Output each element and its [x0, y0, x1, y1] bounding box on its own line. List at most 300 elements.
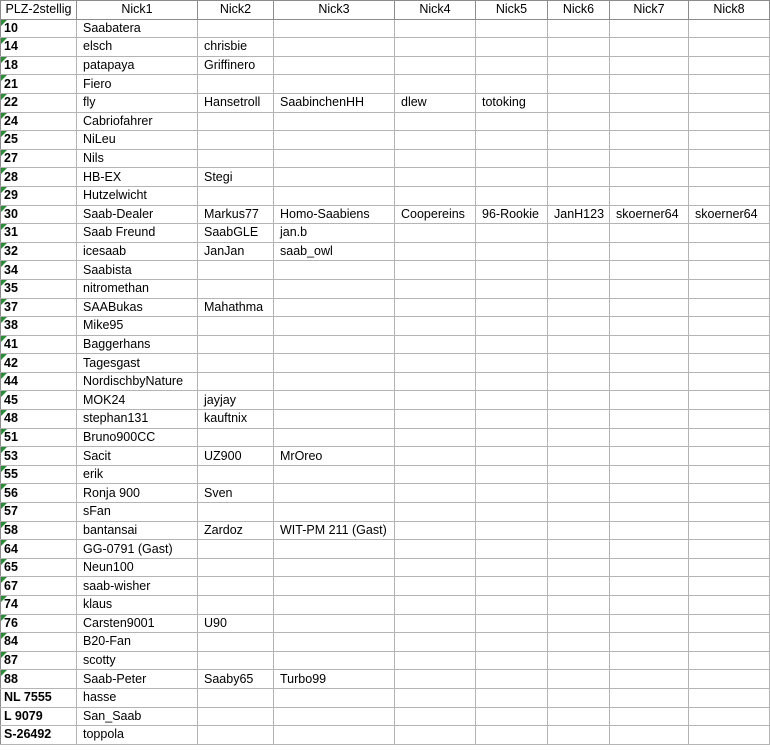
nick-cell[interactable]: Hutzelwicht — [77, 186, 198, 205]
nick-cell[interactable] — [198, 577, 274, 596]
nick-cell[interactable]: SAABukas — [77, 298, 198, 317]
nick-cell[interactable]: Homo-Saabiens — [274, 205, 395, 224]
nick-cell[interactable] — [395, 75, 476, 94]
nick-cell[interactable]: U90 — [198, 614, 274, 633]
nick-cell[interactable] — [476, 670, 548, 689]
nick-cell[interactable]: JanJan — [198, 242, 274, 261]
nick-cell[interactable] — [198, 428, 274, 447]
nick-cell[interactable] — [689, 56, 770, 75]
nick-cell[interactable] — [689, 19, 770, 38]
nick-cell[interactable] — [610, 112, 689, 131]
plz-cell[interactable]: 24 — [1, 112, 77, 131]
nick-cell[interactable]: MrOreo — [274, 447, 395, 466]
nick-cell[interactable] — [476, 75, 548, 94]
nick-cell[interactable] — [689, 521, 770, 540]
nick-cell[interactable] — [395, 56, 476, 75]
plz-cell[interactable]: 31 — [1, 224, 77, 243]
nick-cell[interactable] — [198, 279, 274, 298]
nick-cell[interactable] — [689, 186, 770, 205]
nick-cell[interactable]: Zardoz — [198, 521, 274, 540]
plz-cell[interactable]: 44 — [1, 372, 77, 391]
nick-cell[interactable] — [610, 335, 689, 354]
nick-cell[interactable]: bantansai — [77, 521, 198, 540]
nick-cell[interactable] — [610, 577, 689, 596]
nick-cell[interactable] — [476, 38, 548, 57]
nick-cell[interactable] — [476, 372, 548, 391]
nick-cell[interactable] — [548, 168, 610, 187]
nick-cell[interactable] — [476, 298, 548, 317]
nick-cell[interactable] — [610, 354, 689, 373]
nick-cell[interactable] — [689, 428, 770, 447]
nick-cell[interactable] — [198, 707, 274, 726]
nick-cell[interactable] — [610, 75, 689, 94]
plz-cell[interactable]: 64 — [1, 540, 77, 559]
nick-cell[interactable] — [274, 633, 395, 652]
nick-cell[interactable] — [548, 447, 610, 466]
nick-cell[interactable]: Mahathma — [198, 298, 274, 317]
nick-cell[interactable] — [198, 261, 274, 280]
nick-cell[interactable] — [274, 410, 395, 429]
nick-cell[interactable]: SaabGLE — [198, 224, 274, 243]
nick-cell[interactable] — [548, 93, 610, 112]
nick-cell[interactable] — [548, 261, 610, 280]
header-nick1[interactable]: Nick1 — [77, 1, 198, 20]
nick-cell[interactable] — [476, 688, 548, 707]
header-nick3[interactable]: Nick3 — [274, 1, 395, 20]
nick-cell[interactable] — [395, 503, 476, 522]
plz-cell[interactable]: 84 — [1, 633, 77, 652]
nick-cell[interactable] — [274, 149, 395, 168]
nick-cell[interactable]: UZ900 — [198, 447, 274, 466]
nick-cell[interactable]: saab_owl — [274, 242, 395, 261]
nick-cell[interactable] — [689, 38, 770, 57]
nick-cell[interactable]: patapaya — [77, 56, 198, 75]
nick-cell[interactable] — [610, 19, 689, 38]
nick-cell[interactable] — [198, 596, 274, 615]
nick-cell[interactable] — [274, 651, 395, 670]
nick-cell[interactable] — [395, 447, 476, 466]
nick-cell[interactable] — [689, 391, 770, 410]
nick-cell[interactable]: Saaby65 — [198, 670, 274, 689]
plz-cell[interactable]: 32 — [1, 242, 77, 261]
nick-cell[interactable] — [548, 558, 610, 577]
nick-cell[interactable] — [395, 428, 476, 447]
nick-cell[interactable] — [395, 633, 476, 652]
nick-cell[interactable] — [548, 614, 610, 633]
nick-cell[interactable] — [689, 279, 770, 298]
nick-cell[interactable] — [395, 298, 476, 317]
nick-cell[interactable] — [610, 261, 689, 280]
nick-cell[interactable] — [548, 279, 610, 298]
nick-cell[interactable] — [395, 391, 476, 410]
nick-cell[interactable] — [476, 56, 548, 75]
nick-cell[interactable] — [610, 279, 689, 298]
nick-cell[interactable]: icesaab — [77, 242, 198, 261]
nick-cell[interactable] — [476, 614, 548, 633]
nick-cell[interactable] — [198, 372, 274, 391]
nick-cell[interactable] — [548, 186, 610, 205]
plz-cell[interactable]: 88 — [1, 670, 77, 689]
nick-cell[interactable] — [610, 372, 689, 391]
nick-cell[interactable] — [395, 707, 476, 726]
nick-cell[interactable] — [395, 224, 476, 243]
nick-cell[interactable] — [274, 75, 395, 94]
nick-cell[interactable] — [476, 242, 548, 261]
nick-cell[interactable] — [548, 465, 610, 484]
plz-cell[interactable]: 41 — [1, 335, 77, 354]
nick-cell[interactable] — [689, 558, 770, 577]
nick-cell[interactable] — [274, 540, 395, 559]
nick-cell[interactable] — [395, 465, 476, 484]
nick-cell[interactable] — [476, 168, 548, 187]
nick-cell[interactable] — [610, 465, 689, 484]
nick-cell[interactable] — [689, 372, 770, 391]
nick-cell[interactable] — [395, 484, 476, 503]
nick-cell[interactable]: GG-0791 (Gast) — [77, 540, 198, 559]
nick-cell[interactable] — [689, 75, 770, 94]
nick-cell[interactable] — [548, 38, 610, 57]
nick-cell[interactable]: nitromethan — [77, 279, 198, 298]
nick-cell[interactable] — [689, 651, 770, 670]
nick-cell[interactable] — [689, 354, 770, 373]
nick-cell[interactable] — [395, 670, 476, 689]
nick-cell[interactable]: saab-wisher — [77, 577, 198, 596]
nick-cell[interactable] — [274, 19, 395, 38]
nick-cell[interactable] — [274, 596, 395, 615]
nick-cell[interactable] — [689, 540, 770, 559]
nick-cell[interactable] — [395, 651, 476, 670]
nick-cell[interactable]: Saab-Peter — [77, 670, 198, 689]
nick-cell[interactable] — [274, 261, 395, 280]
nick-cell[interactable] — [548, 391, 610, 410]
nick-cell[interactable]: NordischbyNature — [77, 372, 198, 391]
nick-cell[interactable] — [395, 112, 476, 131]
nick-cell[interactable] — [610, 447, 689, 466]
nick-cell[interactable] — [198, 558, 274, 577]
nick-cell[interactable]: chrisbie — [198, 38, 274, 57]
nick-cell[interactable] — [395, 186, 476, 205]
plz-cell[interactable]: 45 — [1, 391, 77, 410]
nick-cell[interactable] — [274, 614, 395, 633]
nick-cell[interactable] — [548, 707, 610, 726]
nick-cell[interactable] — [476, 149, 548, 168]
nick-cell[interactable] — [548, 112, 610, 131]
nick-cell[interactable] — [274, 465, 395, 484]
nick-cell[interactable]: Sacit — [77, 447, 198, 466]
nick-cell[interactable] — [548, 484, 610, 503]
nick-cell[interactable] — [689, 614, 770, 633]
nick-cell[interactable] — [548, 354, 610, 373]
nick-cell[interactable] — [548, 503, 610, 522]
nick-cell[interactable] — [610, 596, 689, 615]
nick-cell[interactable]: Bruno900CC — [77, 428, 198, 447]
nick-cell[interactable] — [274, 317, 395, 336]
nick-cell[interactable] — [198, 131, 274, 150]
nick-cell[interactable] — [395, 596, 476, 615]
nick-cell[interactable] — [274, 131, 395, 150]
nick-cell[interactable] — [198, 149, 274, 168]
nick-cell[interactable] — [548, 596, 610, 615]
nick-cell[interactable] — [198, 112, 274, 131]
nick-cell[interactable]: erik — [77, 465, 198, 484]
nick-cell[interactable] — [689, 168, 770, 187]
nick-cell[interactable] — [274, 168, 395, 187]
nick-cell[interactable]: Hansetroll — [198, 93, 274, 112]
nick-cell[interactable] — [610, 131, 689, 150]
nick-cell[interactable] — [610, 688, 689, 707]
nick-cell[interactable] — [610, 428, 689, 447]
nick-cell[interactable] — [610, 540, 689, 559]
nick-cell[interactable] — [689, 503, 770, 522]
nick-cell[interactable]: skoerner64 — [610, 205, 689, 224]
nick-cell[interactable] — [548, 372, 610, 391]
plz-cell[interactable]: 67 — [1, 577, 77, 596]
nick-cell[interactable] — [610, 521, 689, 540]
nick-cell[interactable] — [274, 38, 395, 57]
nick-cell[interactable] — [689, 261, 770, 280]
nick-cell[interactable] — [274, 726, 395, 745]
nick-cell[interactable] — [476, 577, 548, 596]
nick-cell[interactable]: Neun100 — [77, 558, 198, 577]
header-nick6[interactable]: Nick6 — [548, 1, 610, 20]
nick-cell[interactable] — [548, 19, 610, 38]
nick-cell[interactable]: dlew — [395, 93, 476, 112]
nick-cell[interactable] — [689, 298, 770, 317]
nick-cell[interactable] — [395, 317, 476, 336]
nick-cell[interactable] — [274, 688, 395, 707]
nick-cell[interactable] — [610, 56, 689, 75]
plz-cell[interactable]: 25 — [1, 131, 77, 150]
nick-cell[interactable] — [548, 521, 610, 540]
nick-cell[interactable] — [476, 465, 548, 484]
nick-cell[interactable] — [476, 186, 548, 205]
nick-cell[interactable] — [548, 335, 610, 354]
nick-cell[interactable]: kauftnix — [198, 410, 274, 429]
nick-cell[interactable] — [610, 670, 689, 689]
nick-cell[interactable] — [274, 354, 395, 373]
nick-cell[interactable] — [548, 540, 610, 559]
nick-cell[interactable]: fly — [77, 93, 198, 112]
nick-cell[interactable] — [395, 38, 476, 57]
nick-cell[interactable] — [395, 19, 476, 38]
nick-cell[interactable] — [198, 688, 274, 707]
nick-cell[interactable] — [274, 186, 395, 205]
plz-cell[interactable]: 51 — [1, 428, 77, 447]
plz-cell[interactable]: 87 — [1, 651, 77, 670]
nick-cell[interactable] — [610, 614, 689, 633]
nick-cell[interactable]: NiLeu — [77, 131, 198, 150]
nick-cell[interactable]: Markus77 — [198, 205, 274, 224]
nick-cell[interactable]: Saabatera — [77, 19, 198, 38]
plz-cell[interactable]: 76 — [1, 614, 77, 633]
nick-cell[interactable]: Saab Freund — [77, 224, 198, 243]
nick-cell[interactable] — [548, 317, 610, 336]
nick-cell[interactable] — [548, 298, 610, 317]
nick-cell[interactable] — [689, 131, 770, 150]
nick-cell[interactable]: stephan131 — [77, 410, 198, 429]
nick-cell[interactable] — [610, 503, 689, 522]
nick-cell[interactable] — [274, 391, 395, 410]
plz-cell[interactable]: 29 — [1, 186, 77, 205]
nick-cell[interactable] — [548, 633, 610, 652]
nick-cell[interactable]: Turbo99 — [274, 670, 395, 689]
header-nick2[interactable]: Nick2 — [198, 1, 274, 20]
nick-cell[interactable] — [198, 651, 274, 670]
nick-cell[interactable] — [548, 726, 610, 745]
nick-cell[interactable] — [274, 298, 395, 317]
nick-cell[interactable] — [548, 56, 610, 75]
plz-cell[interactable]: 38 — [1, 317, 77, 336]
nick-cell[interactable] — [476, 447, 548, 466]
nick-cell[interactable] — [198, 75, 274, 94]
nick-cell[interactable] — [610, 707, 689, 726]
nick-cell[interactable] — [395, 354, 476, 373]
nick-cell[interactable] — [689, 726, 770, 745]
plz-cell[interactable]: 58 — [1, 521, 77, 540]
nick-cell[interactable]: totoking — [476, 93, 548, 112]
nick-cell[interactable]: San_Saab — [77, 707, 198, 726]
nick-cell[interactable] — [548, 428, 610, 447]
nick-cell[interactable] — [689, 93, 770, 112]
nick-cell[interactable] — [395, 614, 476, 633]
nick-cell[interactable] — [689, 596, 770, 615]
nick-cell[interactable] — [476, 279, 548, 298]
nick-cell[interactable] — [689, 149, 770, 168]
nick-cell[interactable] — [548, 670, 610, 689]
nick-cell[interactable] — [476, 651, 548, 670]
nick-cell[interactable] — [476, 707, 548, 726]
nick-cell[interactable] — [610, 93, 689, 112]
nick-cell[interactable] — [689, 577, 770, 596]
nick-cell[interactable] — [198, 503, 274, 522]
nick-cell[interactable] — [395, 261, 476, 280]
nick-cell[interactable]: klaus — [77, 596, 198, 615]
nick-cell[interactable] — [395, 131, 476, 150]
nick-cell[interactable]: Tagesgast — [77, 354, 198, 373]
header-nick4[interactable]: Nick4 — [395, 1, 476, 20]
nick-cell[interactable] — [610, 149, 689, 168]
plz-cell[interactable]: 10 — [1, 19, 77, 38]
nick-cell[interactable] — [610, 484, 689, 503]
plz-cell[interactable]: 14 — [1, 38, 77, 57]
nick-cell[interactable] — [395, 558, 476, 577]
nick-cell[interactable]: Ronja 900 — [77, 484, 198, 503]
nick-cell[interactable] — [610, 168, 689, 187]
nick-cell[interactable] — [274, 112, 395, 131]
nick-cell[interactable] — [476, 484, 548, 503]
nick-cell[interactable] — [689, 317, 770, 336]
nick-cell[interactable] — [476, 540, 548, 559]
nick-cell[interactable]: JanH123 — [548, 205, 610, 224]
plz-cell[interactable]: 34 — [1, 261, 77, 280]
nick-cell[interactable] — [395, 168, 476, 187]
nick-cell[interactable]: toppola — [77, 726, 198, 745]
nick-cell[interactable]: Griffinero — [198, 56, 274, 75]
nick-cell[interactable] — [476, 428, 548, 447]
nick-cell[interactable] — [476, 224, 548, 243]
nick-cell[interactable] — [198, 465, 274, 484]
nick-cell[interactable] — [395, 540, 476, 559]
nick-cell[interactable] — [476, 261, 548, 280]
nick-cell[interactable]: elsch — [77, 38, 198, 57]
nick-cell[interactable] — [610, 651, 689, 670]
plz-cell[interactable]: 53 — [1, 447, 77, 466]
nick-cell[interactable] — [689, 335, 770, 354]
nick-cell[interactable] — [548, 577, 610, 596]
nick-cell[interactable] — [395, 242, 476, 261]
nick-cell[interactable] — [395, 521, 476, 540]
nick-cell[interactable]: Baggerhans — [77, 335, 198, 354]
nick-cell[interactable] — [476, 726, 548, 745]
plz-cell[interactable]: 27 — [1, 149, 77, 168]
plz-cell[interactable]: 56 — [1, 484, 77, 503]
nick-cell[interactable] — [476, 410, 548, 429]
plz-cell[interactable]: 28 — [1, 168, 77, 187]
nick-cell[interactable] — [689, 410, 770, 429]
nick-cell[interactable] — [548, 75, 610, 94]
plz-cell[interactable]: S-26492 — [1, 726, 77, 745]
nick-cell[interactable] — [395, 688, 476, 707]
nick-cell[interactable] — [610, 38, 689, 57]
nick-cell[interactable] — [548, 410, 610, 429]
plz-cell[interactable]: 22 — [1, 93, 77, 112]
nick-cell[interactable] — [689, 447, 770, 466]
header-nick5[interactable]: Nick5 — [476, 1, 548, 20]
plz-cell[interactable]: 57 — [1, 503, 77, 522]
plz-cell[interactable]: 35 — [1, 279, 77, 298]
nick-cell[interactable]: B20-Fan — [77, 633, 198, 652]
plz-cell[interactable]: 21 — [1, 75, 77, 94]
nick-cell[interactable]: Saab-Dealer — [77, 205, 198, 224]
nick-cell[interactable] — [476, 112, 548, 131]
nick-cell[interactable] — [395, 410, 476, 429]
nick-cell[interactable] — [395, 279, 476, 298]
nick-cell[interactable] — [274, 279, 395, 298]
plz-cell[interactable]: 74 — [1, 596, 77, 615]
nick-cell[interactable]: Cabriofahrer — [77, 112, 198, 131]
nick-cell[interactable] — [689, 688, 770, 707]
plz-cell[interactable]: 37 — [1, 298, 77, 317]
nick-cell[interactable] — [610, 186, 689, 205]
nick-cell[interactable]: Mike95 — [77, 317, 198, 336]
nick-cell[interactable]: Carsten9001 — [77, 614, 198, 633]
nick-cell[interactable] — [689, 224, 770, 243]
nick-cell[interactable]: Stegi — [198, 168, 274, 187]
nick-cell[interactable] — [689, 112, 770, 131]
nick-cell[interactable] — [395, 335, 476, 354]
nick-cell[interactable] — [689, 465, 770, 484]
nick-cell[interactable] — [476, 131, 548, 150]
nick-cell[interactable]: Nils — [77, 149, 198, 168]
nick-cell[interactable] — [610, 633, 689, 652]
nick-cell[interactable] — [395, 726, 476, 745]
plz-cell[interactable]: L 9079 — [1, 707, 77, 726]
nick-cell[interactable] — [198, 186, 274, 205]
nick-cell[interactable] — [198, 540, 274, 559]
nick-cell[interactable]: Sven — [198, 484, 274, 503]
nick-cell[interactable]: jan.b — [274, 224, 395, 243]
nick-cell[interactable] — [689, 707, 770, 726]
nick-cell[interactable] — [610, 298, 689, 317]
nick-cell[interactable] — [476, 391, 548, 410]
nick-cell[interactable] — [274, 503, 395, 522]
nick-cell[interactable]: 96-Rookie — [476, 205, 548, 224]
nick-cell[interactable] — [610, 242, 689, 261]
nick-cell[interactable]: HB-EX — [77, 168, 198, 187]
nick-cell[interactable]: SaabinchenHH — [274, 93, 395, 112]
nick-cell[interactable]: sFan — [77, 503, 198, 522]
nick-cell[interactable] — [610, 410, 689, 429]
